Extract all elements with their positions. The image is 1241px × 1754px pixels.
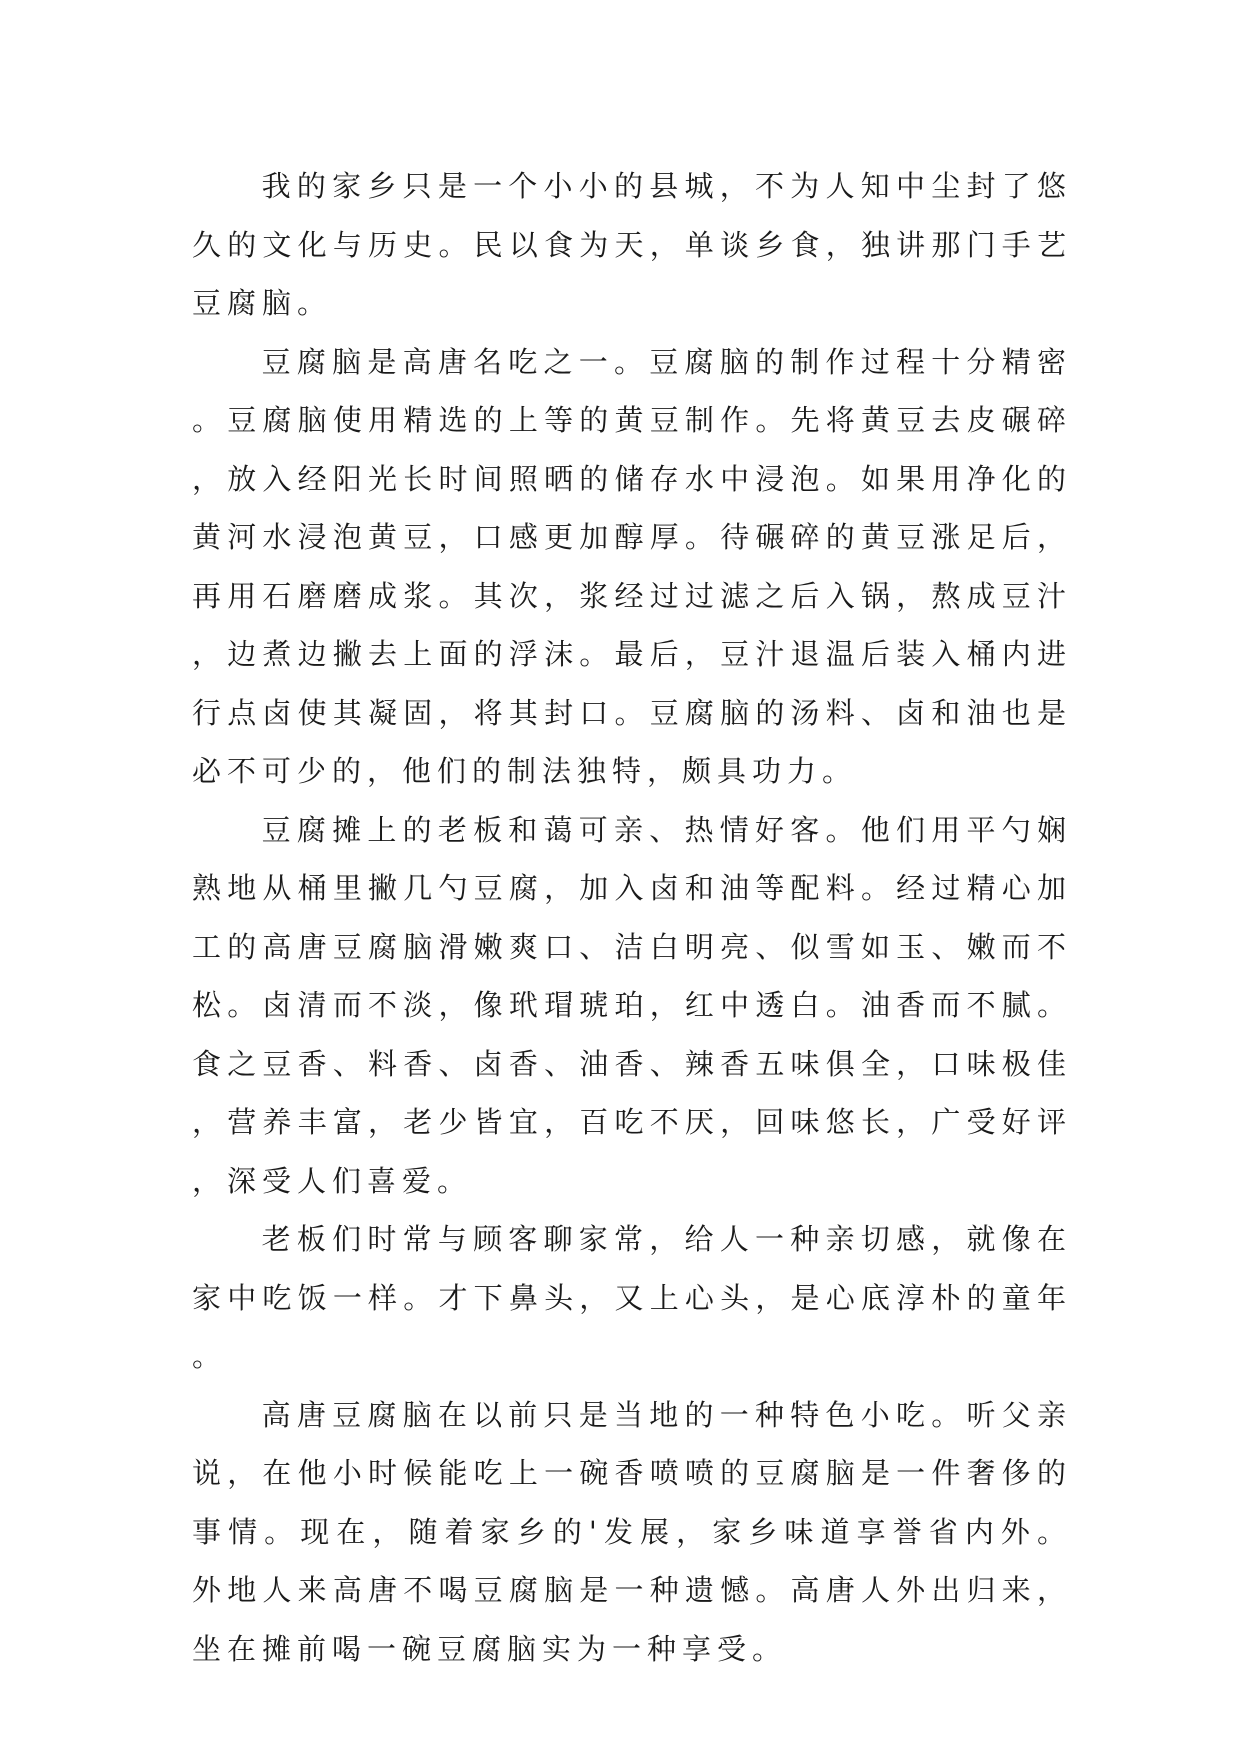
paragraph-today: 高唐豆腐脑在以前只是当地的一种特色小吃。听父亲说，在他小时候能吃上一碗香喷喷的豆腐脑是一件奢侈的事情。现在，随着家乡的'发展，家乡味道享誉省内外。外地人来高唐不喝豆腐脑是一种遗憾。高唐人外出归来，坐在摊前喝一碗豆腐脑实为一种享受。 (192, 1397, 1072, 1666)
document-body (192, 157, 1072, 1678)
paragraph-making-process: 豆腐脑是高唐名吃之一。豆腐脑的制作过程十分精密。豆腐脑使用精选的上等的黄豆制作。先将黄豆去皮碾碎，放入经阳光长时间照晒的储存水中浸泡。如果用净化的黄河水浸泡黄豆，口感更加醇厚。待碾碎的黄豆涨足后，再用石磨磨成浆。其次，浆经过过滤之后入锅，熬成豆汁，边煮边撇去上面的浮沫。最后，豆汁退温后装入桶内进行点卤使其凝固，将其封口。豆腐脑的汤料、卤和油也是必不可少的，他们的制法独特，颇具功力。 (192, 344, 1072, 788)
paragraph-chat: 老板们时常与顾客聊家常，给人一种亲切感，就像在家中吃饭一样。才下鼻头，又上心头，是心底淳朴的童年。 (192, 1222, 1072, 1373)
paragraph-intro: 我的家乡只是一个小小的县城，不为人知中尘封了悠久的文化与历史。民以食为天，单谈乡食，独讲那门手艺豆腐脑。 (192, 169, 1072, 320)
paragraph-stall-owner: 豆腐摊上的老板和蔼可亲、热情好客。他们用平勺娴熟地从桶里撇几勺豆腐，加入卤和油等配料。经过精心加工的高唐豆腐脑滑嫩爽口、洁白明亮、似雪如玉、嫩而不松。卤清而不淡，像玳瑁琥珀，红中透白。油香而不腻。食之豆香、料香、卤香、油香、辣香五味俱全，口味极佳，营养丰富，老少皆宜，百吃不厌，回味悠长，广受好评，深受人们喜爱。 (192, 812, 1072, 1198)
